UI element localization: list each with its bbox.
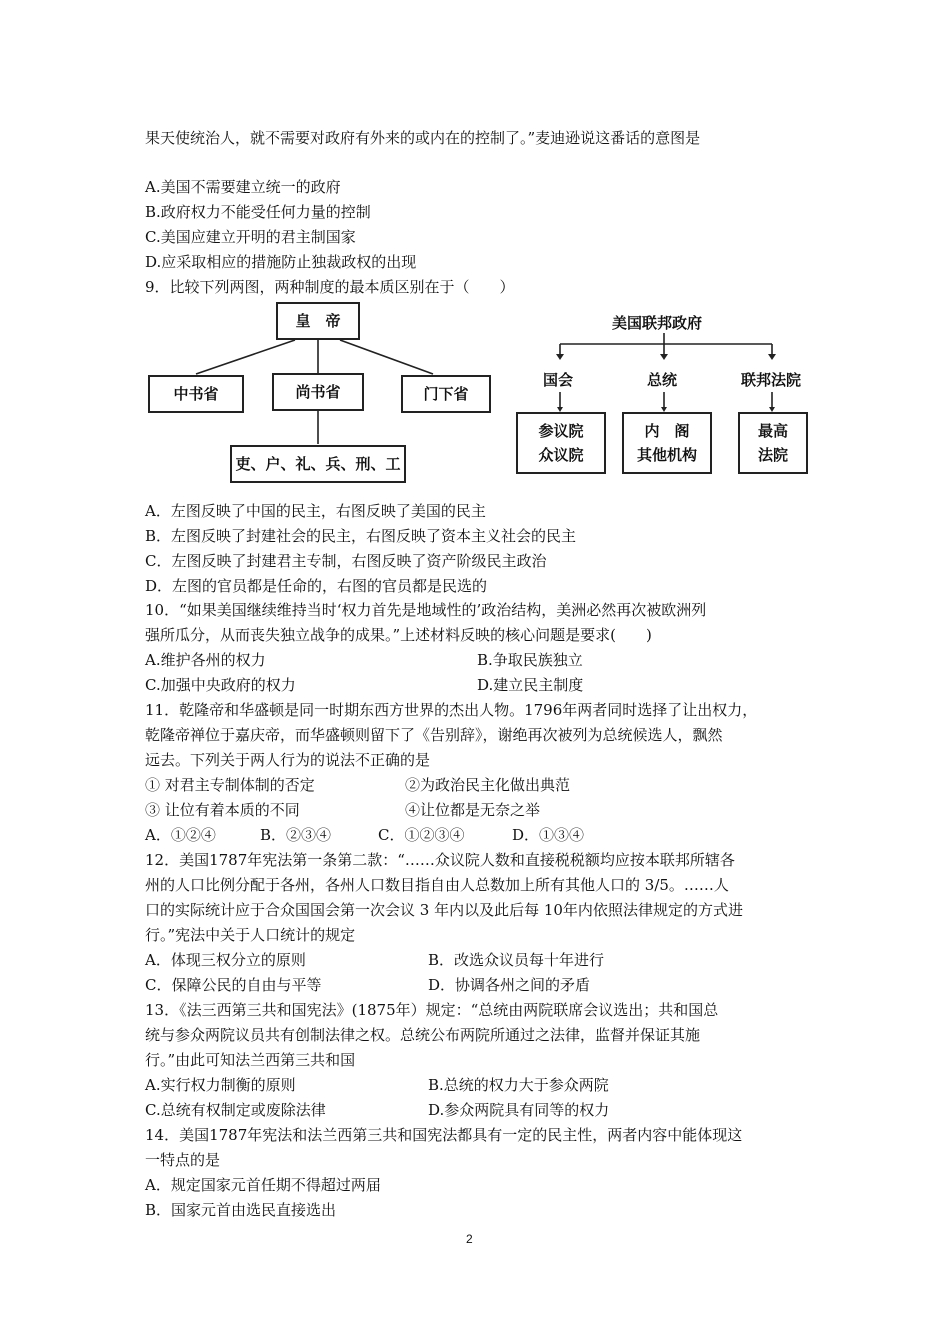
q8-option-b: B.政府权力不能受任何力量的控制 bbox=[145, 203, 371, 221]
q11-option-b: B．②③④ bbox=[260, 826, 332, 844]
box-house: 众议院 bbox=[538, 446, 584, 464]
q9-option-a: A．左图反映了中国的民主，右图反映了美国的民主 bbox=[145, 502, 486, 520]
q10-option-b: B.争取民族独立 bbox=[477, 651, 583, 669]
box-zhongshu: 中书省 bbox=[148, 375, 244, 413]
q11-stem-line-3: 远去。下列关于两人行为的说法不正确的是 bbox=[145, 751, 431, 769]
label-president: 总统 bbox=[647, 371, 678, 389]
q13-stem-line-3: 行。”由此可知法兰西第三共和国 bbox=[145, 1051, 356, 1069]
q12-option-a: A．体现三权分立的原则 bbox=[145, 951, 306, 969]
q11-stem-line-2: 乾隆帝禅位于嘉庆帝，而华盛顿则留下了《告别辞》，谢绝再次被列为总统候选人，飘然 bbox=[145, 726, 723, 744]
box-congress-chambers bbox=[516, 412, 606, 474]
label-congress: 国会 bbox=[543, 371, 574, 389]
box-shangshu: 尚书省 bbox=[272, 373, 364, 411]
q11-item-1: ① 对君主专制体制的否定 bbox=[145, 776, 315, 794]
q11-option-a: A．①②④ bbox=[145, 826, 216, 844]
box-senate: 参议院 bbox=[538, 422, 584, 440]
box-other-agencies: 其他机构 bbox=[636, 446, 697, 464]
q13-option-a: A.实行权力制衡的原则 bbox=[145, 1076, 296, 1094]
q8-option-a: A.美国不需要建立统一的政府 bbox=[145, 178, 341, 196]
page-number: 2 bbox=[466, 1232, 473, 1246]
q10-option-d: D.建立民主制度 bbox=[477, 676, 584, 694]
q11-item-4: ④让位都是无奈之举 bbox=[405, 801, 541, 819]
q11-item-3: ③ 让位有着本质的不同 bbox=[145, 801, 300, 819]
box-six-ministries: 吏、户、礼、兵、刑、工 bbox=[230, 445, 406, 483]
q14-option-b: B．国家元首由选民直接选出 bbox=[145, 1201, 337, 1219]
q8-stem: 果天使统治人，就不需要对政府有外来的或内在的控制了。”麦迪逊说这番话的意图是 bbox=[145, 129, 701, 147]
box-emperor: 皇 帝 bbox=[276, 302, 360, 340]
q13-option-c: C.总统有权制定或废除法律 bbox=[145, 1101, 326, 1119]
q8-option-d: D.应采取相应的措施防止独裁政权的出现 bbox=[145, 253, 417, 271]
q9-stem: 9．比较下列两图，两种制度的最本质区别在于（ ） bbox=[145, 278, 515, 296]
q11-item-2: ②为政治民主化做出典范 bbox=[405, 776, 571, 794]
q12-option-c: C．保障公民的自由与平等 bbox=[145, 976, 322, 994]
q10-stem-line-2: 强所瓜分，从而丧失独立战争的成果。”上述材料反映的核心问题是要求( ) bbox=[145, 626, 652, 644]
q12-stem-line-2: 州的人口比例分配于各州，各州人口数目指自由人总数加上所有其他人口的 3/5。……人 bbox=[145, 876, 729, 894]
q13-stem-line-2: 统与参众两院议员共有创制法律之权。总统公布两院所通过之法律，监督并保证其施 bbox=[145, 1026, 701, 1044]
box-executive bbox=[622, 412, 712, 474]
q9-option-c: C．左图反映了封建君主专制，右图反映了资产阶级民主政治 bbox=[145, 552, 547, 570]
box-court: 法院 bbox=[757, 446, 788, 464]
q10-stem-line-1: 10．“如果美国继续维持当时‘权力首先是地域性的’政治结构，美洲必然再次被欧洲列 bbox=[145, 601, 707, 619]
box-menxia: 门下省 bbox=[401, 375, 491, 413]
q9-option-b: B．左图反映了封建社会的民主，右图反映了资本主义社会的民主 bbox=[145, 527, 577, 545]
label-federal-court: 联邦法院 bbox=[741, 371, 802, 389]
q11-option-c: C．①②③④ bbox=[378, 826, 465, 844]
box-judiciary bbox=[738, 412, 808, 474]
q9-option-d: D．左图的官员都是任命的，右图的官员都是民选的 bbox=[145, 577, 488, 595]
box-supreme: 最高 bbox=[757, 422, 788, 440]
q10-option-a: A.维护各州的权力 bbox=[145, 651, 266, 669]
q8-option-c: C.美国应建立开明的君主制国家 bbox=[145, 228, 356, 246]
q12-option-d: D．协调各州之间的矛盾 bbox=[428, 976, 591, 994]
label-us-federal-government: 美国联邦政府 bbox=[612, 314, 703, 332]
q11-stem-line-1: 11．乾隆帝和华盛顿是同一时期东西方世界的杰出人物。1796年两者同时选择了让出权力， bbox=[145, 701, 758, 719]
box-cabinet: 内 阁 bbox=[644, 422, 690, 440]
q14-stem-line-1: 14．美国1787年宪法和法兰西第三共和国宪法都具有一定的民主性，两者内容中能体现这 bbox=[145, 1126, 743, 1144]
q14-stem-line-2: 一特点的是 bbox=[145, 1151, 221, 1169]
q12-option-b: B．改选众议员每十年进行 bbox=[428, 951, 605, 969]
q10-option-c: C.加强中央政府的权力 bbox=[145, 676, 296, 694]
q13-option-d: D.参众两院具有同等的权力 bbox=[428, 1101, 610, 1119]
q12-stem-line-1: 12．美国1787年宪法第一条第二款：“……众议院人数和直接税税额均应按本联邦所辖各 bbox=[145, 851, 735, 869]
q11-option-d: D．①③④ bbox=[512, 826, 585, 844]
q13-option-b: B.总统的权力大于参众两院 bbox=[428, 1076, 609, 1094]
q12-stem-line-3: 口的实际统计应于合众国国会第一次会议 3 年内以及此后每 10年内依照法律规定的方式进 bbox=[145, 901, 743, 919]
q14-option-a: A．规定国家元首任期不得超过两届 bbox=[145, 1176, 381, 1194]
q13-stem-line-1: 13．《法三西第三共和国宪法》(1875年）规定：“总统由两院联席会议选出；共和国总 bbox=[145, 1001, 719, 1019]
q12-stem-line-4: 行。”宪法中关于人口统计的规定 bbox=[145, 926, 356, 944]
